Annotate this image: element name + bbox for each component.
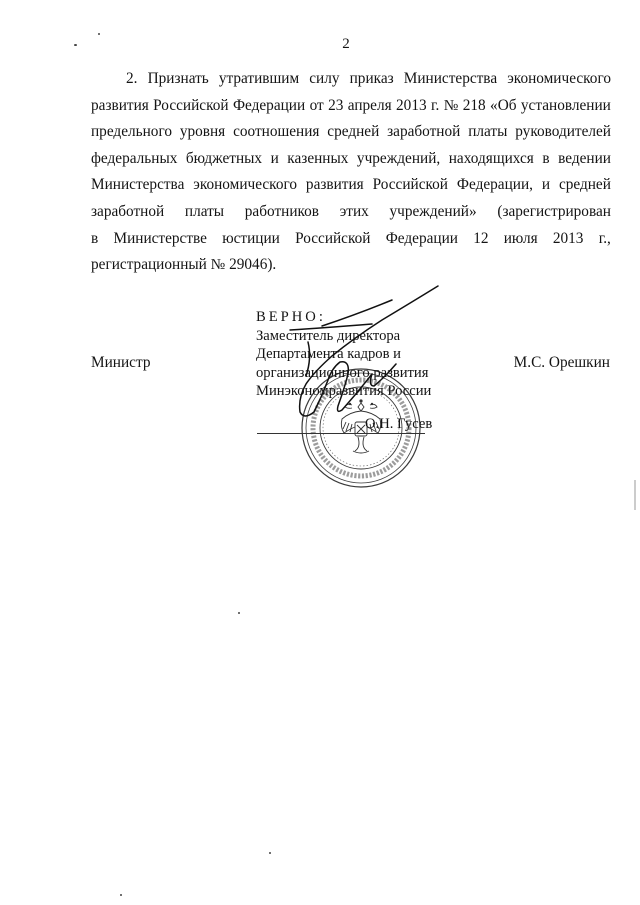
paragraph-last-line: регистрационный № 29046). xyxy=(91,256,277,274)
paragraph-word: Министерстве xyxy=(113,229,207,247)
paragraph-word: Признать xyxy=(147,70,209,87)
paragraph-word: в xyxy=(542,149,550,167)
minister-name: М.С. Орешкин xyxy=(513,354,610,371)
paragraph-word: 2. xyxy=(126,70,138,87)
paragraph-word: установлении xyxy=(520,96,611,114)
paragraph-word: в xyxy=(91,229,99,247)
paragraph-word: (зарегистрирован xyxy=(497,202,611,220)
minister-label: Министр xyxy=(91,354,151,371)
handwritten-signature-icon xyxy=(262,280,452,450)
paragraph-word: Министерства xyxy=(403,70,498,87)
paragraph-line xyxy=(91,93,611,120)
paragraph-word: г., xyxy=(598,229,611,247)
scan-speck xyxy=(269,852,271,854)
paragraph-word: заработной xyxy=(91,202,165,220)
paragraph-line xyxy=(91,119,611,146)
paragraph-word: руководителей xyxy=(515,123,611,141)
verno-line-3: организационного развития xyxy=(256,364,429,381)
paragraph-line xyxy=(91,66,611,93)
paragraph-word: г. xyxy=(430,96,440,114)
paragraph-word: бюджетных xyxy=(185,149,263,167)
paragraph-line xyxy=(91,226,611,253)
paragraph-word: ведении xyxy=(558,149,611,167)
page-number: 2 xyxy=(342,36,350,52)
paragraph-word: Федерации, xyxy=(456,176,533,194)
paragraph-word: «Об xyxy=(490,96,517,114)
paragraph-word: этих xyxy=(339,202,369,220)
paragraph-word: 12 xyxy=(473,229,489,247)
paragraph-word: 23 xyxy=(328,96,344,114)
paragraph-word: силу xyxy=(309,70,340,87)
paragraph-word: Российской xyxy=(372,176,448,194)
scan-edge-mark xyxy=(634,480,636,510)
paragraph-word: развития xyxy=(305,176,364,194)
paragraph-word: Российской xyxy=(153,96,229,114)
scan-speck xyxy=(98,33,100,35)
paragraph-word: 2013 xyxy=(396,96,427,114)
paragraph-word: юстиции xyxy=(222,229,280,247)
paragraph-word: средней xyxy=(558,176,611,194)
paragraph-word: соотношения xyxy=(233,123,320,141)
paragraph-word: учреждений, xyxy=(356,149,441,167)
paragraph-word: развития xyxy=(91,96,149,114)
paragraph-word: Федерации xyxy=(385,229,458,247)
paragraph-word: работников xyxy=(244,202,320,220)
paragraph-word: находящихся xyxy=(448,149,534,167)
scan-speck xyxy=(74,44,77,46)
verno-line-4: Минэкономразвития России xyxy=(256,383,432,399)
paragraph-word: 2013 xyxy=(552,229,584,247)
order-paragraph xyxy=(91,66,611,279)
paragraph-word: июля xyxy=(503,229,538,247)
paragraph-line xyxy=(91,199,611,226)
verno-title: ВЕРНО: xyxy=(256,309,326,325)
paragraph-word: от xyxy=(309,96,324,114)
paragraph-word: экономического xyxy=(193,176,298,194)
paragraph-word: средней xyxy=(327,123,380,141)
paragraph-word: федеральных xyxy=(91,149,178,167)
verno-line-1: Заместитель директора xyxy=(256,327,401,344)
paragraph-word: и xyxy=(270,149,279,167)
signer-name: О.Н. Гусев xyxy=(365,416,433,432)
paragraph-word: Министерства xyxy=(91,176,185,194)
paragraph-line xyxy=(91,172,611,199)
verno-line-2: Департамента кадров и xyxy=(256,346,401,362)
paragraph-word: уровня xyxy=(179,123,226,141)
paragraph-word: 218 xyxy=(462,96,486,114)
paragraph-word: заработной xyxy=(387,123,461,141)
paragraph-word: платы xyxy=(468,123,508,141)
paragraph-line xyxy=(91,146,611,173)
scan-speck xyxy=(120,894,122,896)
paragraph-word: № xyxy=(443,96,459,114)
paragraph-word: казенных xyxy=(287,149,349,167)
paragraph-word: Федерации xyxy=(232,96,306,114)
paragraph-word: предельного xyxy=(91,123,172,141)
paragraph-word: утратившим xyxy=(218,70,300,87)
paragraph-word: экономического xyxy=(507,70,611,87)
paragraph-word: платы xyxy=(184,202,225,220)
paragraph-word: приказ xyxy=(349,70,394,87)
paragraph-word: и xyxy=(541,176,551,194)
paragraph-word: учреждений» xyxy=(389,202,477,220)
paragraph-word: Российской xyxy=(295,229,371,247)
paragraph-word: апреля xyxy=(347,96,392,114)
scan-speck xyxy=(238,612,240,614)
